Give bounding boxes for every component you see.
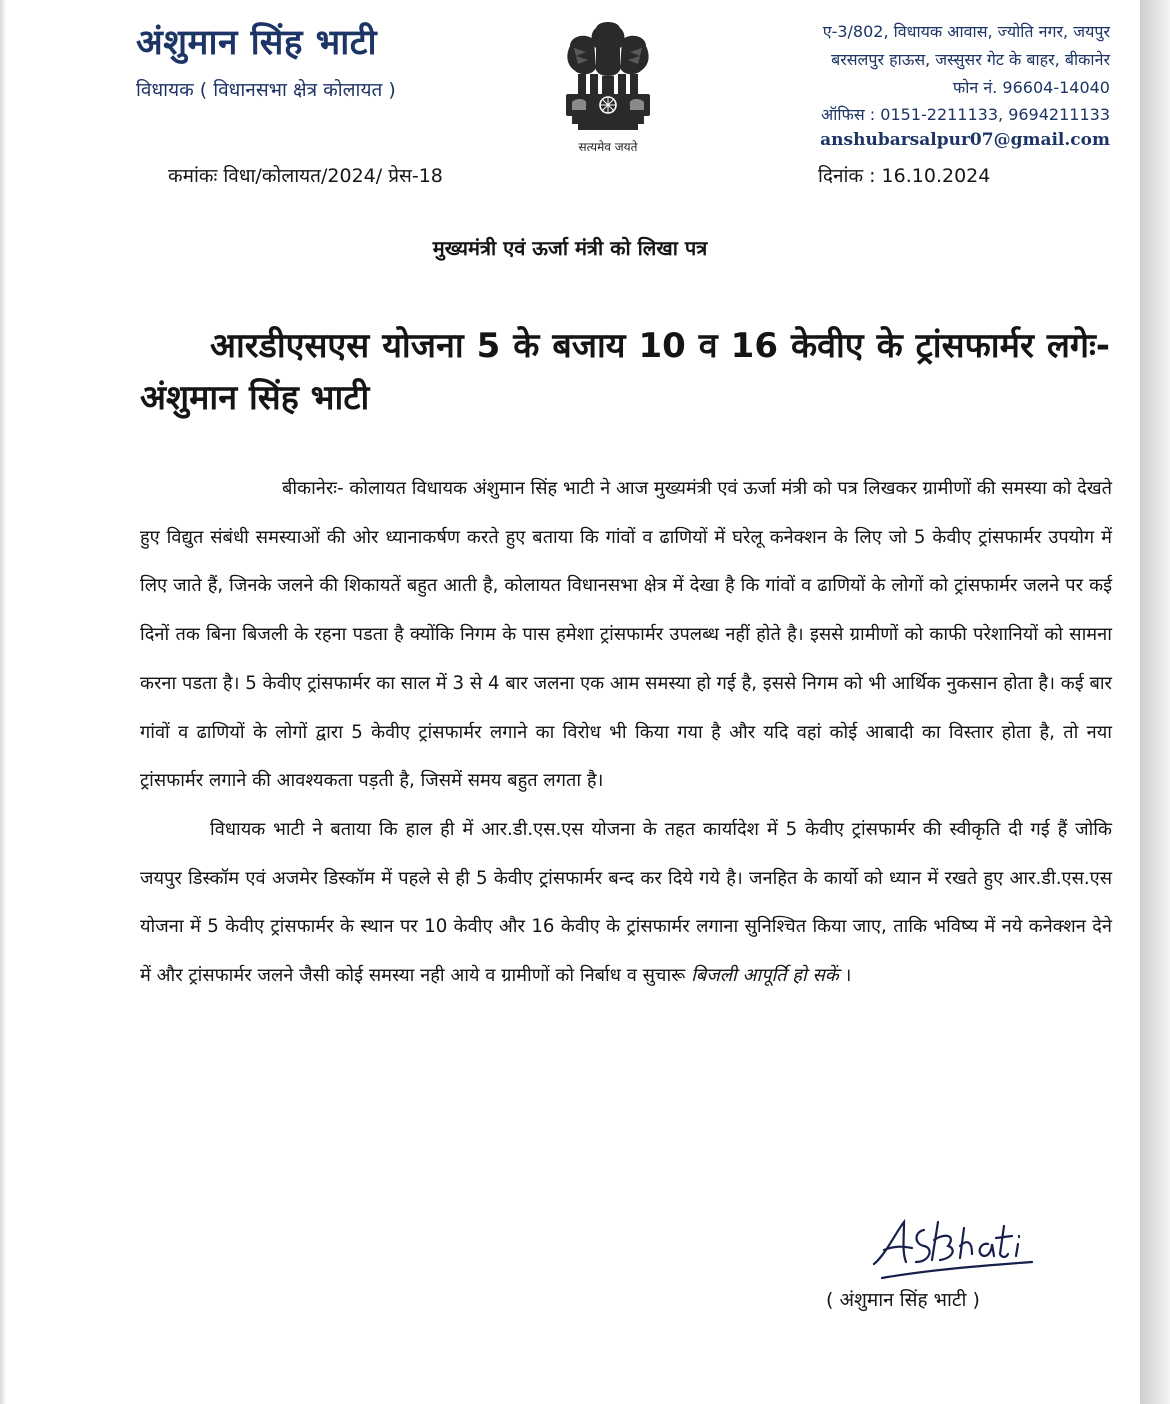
signature-scribble [868,1214,1038,1294]
signatory-name: ( अंशुमान सिंह भाटी ) [826,1289,980,1311]
letterhead-name: अंशुमान सिंह भाटी [136,23,378,63]
letterhead-designation: विधायक ( विधानसभा क्षेत्र कोलायत ) [136,79,396,101]
office-phone-line: ऑफिस : 0151-2211133, 9694211133 [821,105,1110,124]
letter-body [140,465,1112,1001]
press-headline: आरडीएसएस योजना 5 के बजाय 10 व 16 केवीए के ट्रांसफार्मर लगेः- अंशुमान सिंह भाटी [140,326,1110,418]
reference-number: कमांकः विधा/कोलायत/2024/ प्रेस-18 [168,165,443,187]
page-edge-shadow [0,0,6,1404]
letter-date: दिनांक : 16.10.2024 [818,165,991,187]
body-paragraph-2-end: । [838,965,852,987]
address-line-jaipur: ए-3/802, विधायक आवास, ज्योति नगर, जयपुर [822,22,1110,41]
address-line-bikaner: बरसलपुर हाऊस, जस्सुसर गेट के बाहर, बीकानेर [831,50,1110,69]
page-right-shadow [1140,0,1170,1404]
body-paragraph-2 [140,806,1112,1001]
ashoka-emblem-icon [556,18,660,158]
phone-line: फोन नं. 96604-14040 [952,78,1110,97]
body-paragraph-2-text: विधायक भाटी ने बताया कि हाल ही में आर.डी.एस.एस योजना के तहत कार्यादेश में 5 केवीए ट्रांसफार्मर की स्वीकृति दी गई हैं जोकि जयपुर डिस्कॉम एवं अजमेर डिस्कॉम में पहले से ही 5 केवीए ट्रांसफार्मर बन्द कर दिये गये है। जनहित के कार्यो को ध्यान में रखते हुए आर.डी.एस.एस योजना में 5 केवीए ट्रांसफार्मर के स्थान पर 10 केवीए और 16 केवीए के ट्रांसफार्मर लगाना सुनिश्चित किया जाए, ताकि भविष्य में नये कनेक्शन देने में और ट्रांसफार्मर जलने जैसी कोई समस्या नही आये व ग्रामीणों को निर्बाध व सुचारू [140,818,1112,987]
subject-line: मुख्यमंत्री एवं ऊर्जा मंत्री को लिखा पत्र [432,236,708,260]
emblem-motto: सत्यमेव जयते [578,140,638,154]
body-paragraph-2-italic: बिजली आपूर्ति हो सकें [691,965,839,987]
email-line: anshubarsalpur07@gmail.com [820,130,1110,150]
body-paragraph-1: बीकानेरः- कोलायत विधायक अंशुमान सिंह भाटी ने आज मुख्यमंत्री एवं ऊर्जा मंत्री को पत्र लिखकर ग्रामीणों की समस्या को देखते हुए विद्युत संबंधी समस्याओं की ओर ध्यानाकर्षण करते हुए बताया कि गांवों व ढाणियों में घरेलू कनेक्शन के लिए जो 5 केवीए ट्रांसफार्मर उपयोग में लिए जाते हैं, जिनके जलने की शिकायतें बहुत आती है, कोलायत विधानसभा क्षेत्र में देखा है कि गांवों व ढाणियों के लोगों को ट्रांसफार्मर जलने पर कई दिनों तक बिना बिजली के रहना पडता है क्योंकि निगम के पास हमेशा ट्रांसफार्मर उपलब्ध नहीं होते है। इससे ग्रामीणों को काफी परेशानियों को सामना करना पडता है। 5 केवीए ट्रांसफार्मर का साल में 3 से 4 बार जलना एक आम समस्या हो गई है, इससे निगम को भी आर्थिक नुकसान होता है। कई बार गांवों व ढाणियों के लोगों द्वारा 5 केवीए ट्रांसफार्मर लगाने का विरोध भी किया गया है और यदि वहां कोई आबादी का विस्तार होता है, तो नया ट्रांसफार्मर लगाने की आवश्यकता पड़ती है, जिसमें समय बहुत लगता है। [140,478,1112,792]
